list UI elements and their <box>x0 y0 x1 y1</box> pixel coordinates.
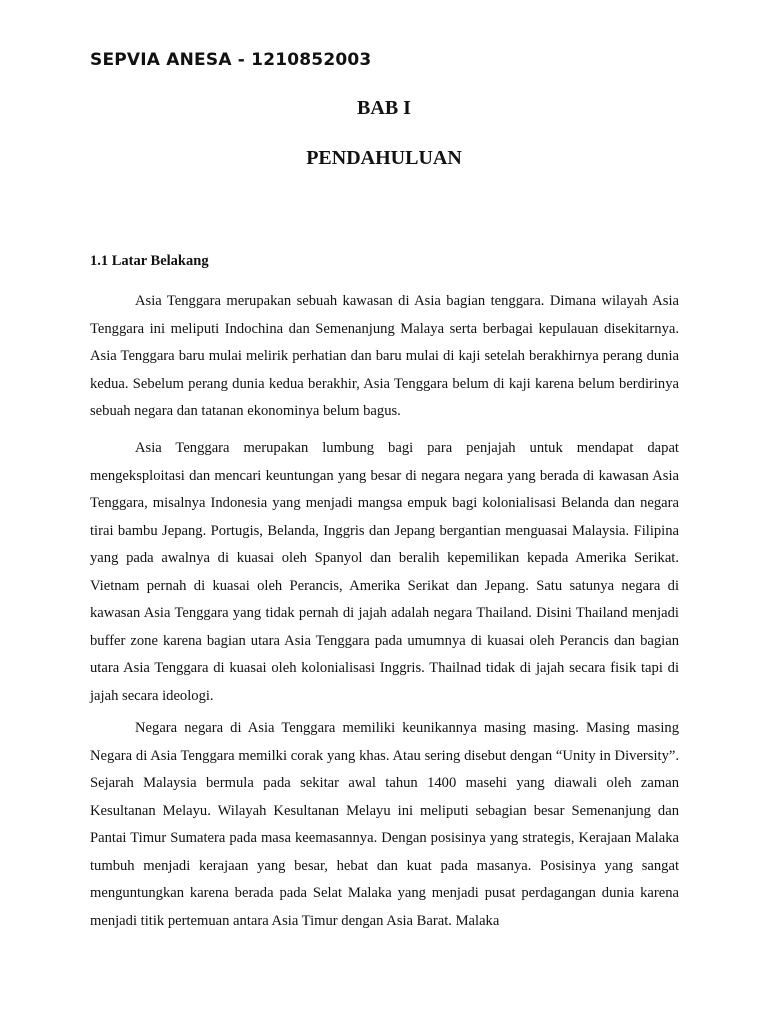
chapter-number: BAB I <box>357 97 411 119</box>
chapter-title: PENDAHULUAN <box>306 147 462 169</box>
paragraph: Negara negara di Asia Tenggara memiliki keunikannya masing masing. Masing masing Negara di Asia Tenggara memilki corak yang khas. Atau sering disebut dengan “Unity in Diversity”. Sejarah Malaysia bermula pada sekitar awal tahun 1400 masehi yang diawali oleh zaman Kesultanan Melayu. Wilayah Kesultanan Melayu ini meliputi sebagian besar Semenanjung dan Pantai Timur Sumatera pada masa keemasannya. Dengan posisinya yang strategis, Kerajaan Malaka tumbuh menjadi kerajaan yang besar, hebat dan kuat pada masanya. Posisinya yang sangat menguntungkan karena berada pada Selat Malaka yang menjadi pusat perdagangan dunia karena menjadi titik pertemuan antara Asia Timur dengan Asia Barat. Malaka <box>90 720 679 929</box>
section-heading: 1.1 Latar Belakang <box>90 253 209 269</box>
author-header: SEPVIA ANESA - 1210852003 <box>90 50 372 70</box>
paragraph: Asia Tenggara merupakan sebuah kawasan di Asia bagian tenggara. Dimana wilayah Asia Tenggara ini meliputi Indochina dan Semenanjung Malaya serta berbagai kepulauan disekitarnya. Asia Tenggara baru mulai melirik perhatian dan baru mulai di kaji setelah berakhirnya perang dunia kedua. Sebelum perang dunia kedua berakhir, Asia Tenggara belum di kaji karena belum berdirinya sebuah negara dan tatanan ekonominya belum bagus. <box>90 293 679 419</box>
paragraph: Asia Tenggara merupakan lumbung bagi para penjajah untuk mendapat dapat mengeksploitasi dan mencari keuntungan yang besar di negara negara yang berada di kawasan Asia Tenggara, misalnya Indonesia yang menjadi mangsa empuk bagi kolonialisasi Belanda dan negara tirai bambu Jepang. Portugis, Belanda, Inggris dan Jepang bergantian menguasai Malaysia. Filipina yang pada awalnya di kuasai oleh Spanyol dan beralih kepemilikan kepada Amerika Serikat. Vietnam pernah di kuasai oleh Perancis, Amerika Serikat dan Jepang. Satu satunya negara di kawasan Asia Tenggara yang tidak pernah di jajah adalah negara Thailand. Disini Thailand menjadi buffer zone karena bagian utara Asia Tenggara pada umumnya di kuasai oleh Perancis dan bagian utara Asia Tenggara di kuasai oleh kolonialisasi Inggris. Thailnad tidak di jajah secara fisik tapi di jajah secara ideologi. <box>90 440 679 704</box>
